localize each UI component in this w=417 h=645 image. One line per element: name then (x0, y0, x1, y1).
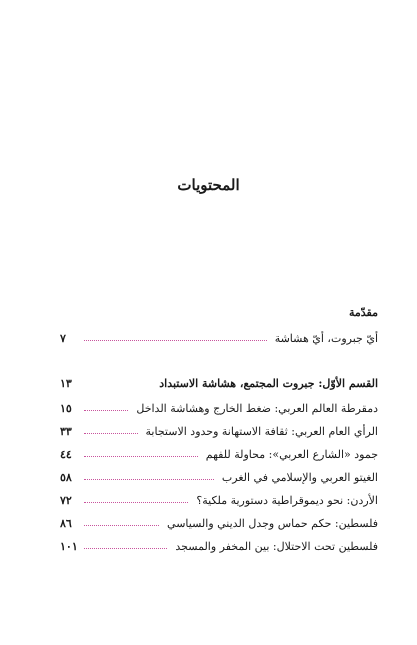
toc-page-number: ١٥ (60, 401, 72, 415)
leader-dots (84, 479, 214, 480)
leader-dots (84, 433, 138, 434)
leader-dots (84, 340, 267, 341)
toc-row (60, 515, 378, 531)
leader-dots (84, 548, 167, 549)
toc-page-number: ٧٢ (60, 493, 72, 507)
toc-row (60, 492, 378, 508)
toc-entry-label: الأردن: نحو ديموقراطية دستورية ملكية؟ (196, 493, 378, 507)
leader-dots (84, 410, 128, 411)
page-title: المحتويات (177, 176, 240, 194)
toc-entry-label: أيّ جبروت، أيّ هشاشة (274, 331, 378, 345)
toc-row (60, 538, 378, 554)
toc-row (60, 400, 378, 416)
toc-entry-label: فلسطين تحت الاحتلال: بين المخفر والمسجد (175, 539, 378, 553)
toc-page-number: ٣٣ (60, 424, 72, 438)
toc-entry-label: الرأي العام العربي: ثقافة الاستهانة وحدود الاستجابة (145, 424, 378, 438)
toc-entry-label: القسم الأوّل: جبروت المجتمع، هشاشة الاستبداد (159, 376, 378, 390)
toc-entry-label: جمود «الشارع العربي»: محاولة للفهم (205, 447, 378, 461)
toc-row (60, 469, 378, 485)
leader-dots (84, 456, 198, 457)
toc-entry-label: فلسطين: حكم حماس وجدل الديني والسياسي (167, 516, 378, 530)
toc-row (60, 423, 378, 439)
leader-dots (84, 385, 151, 386)
leader-dots (84, 502, 188, 503)
toc-page-number: ٥٨ (60, 470, 72, 484)
toc-entry-label: الغيتو العربي والإسلامي في الغرب (221, 470, 378, 484)
toc-row (60, 330, 378, 346)
toc-row (60, 375, 378, 391)
intro-heading: مقدّمة (348, 306, 378, 319)
toc-page-number: ٨٦ (60, 516, 72, 530)
leader-dots (84, 525, 159, 526)
toc-page-number: ١٣ (60, 376, 72, 390)
toc-page-number: ١٠١ (60, 539, 78, 553)
toc-page-number: ٧ (60, 331, 66, 345)
toc-entry-label: دمقرطة العالم العربي: ضغط الخارج وهشاشة الداخل (136, 401, 378, 415)
toc-row (60, 446, 378, 462)
toc-page-number: ٤٤ (60, 447, 72, 461)
